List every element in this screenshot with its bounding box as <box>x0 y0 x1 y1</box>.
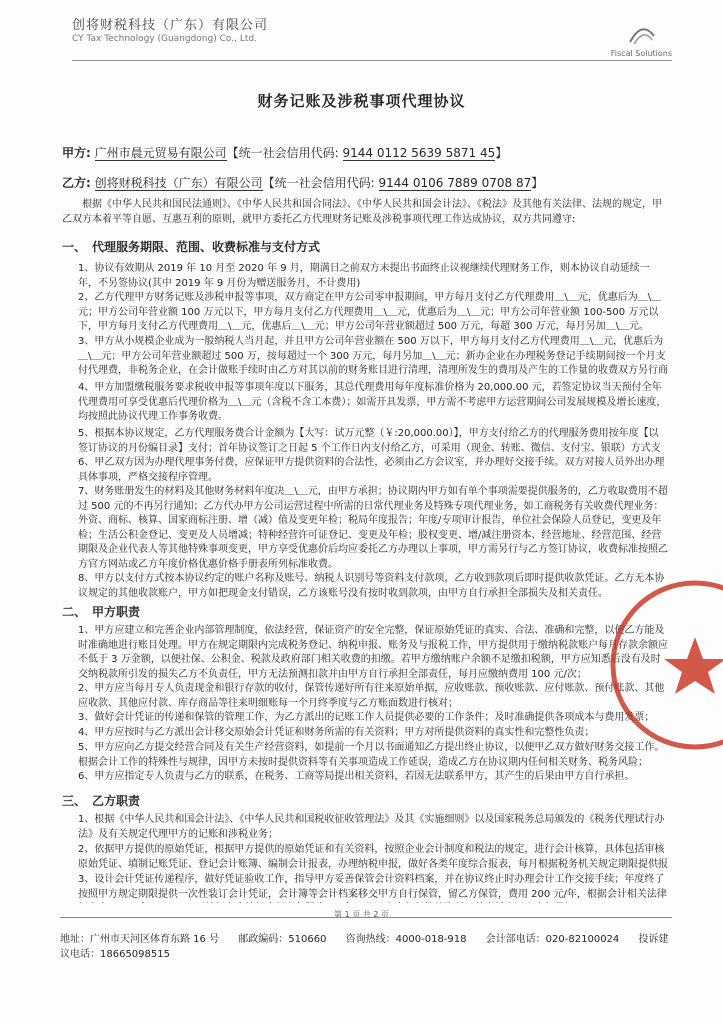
party-a-label: 甲方: <box>62 146 91 160</box>
section-1-item: 7、财务账册发生的材料及其他财务材料年度决＿\＿元，由甲方承担；协议期内甲方如有单个事项需要提供服务的，乙方收取费用不超过 500 元的不再另行通知；乙方代办甲方公司运营过程中所需的日常代理业务及特殊专项代理业务，如工商税务有关收费代理业务：外资、商标、核算、国家商标注册、增（减）值及变更年检；税局年度报告；年度/专项审计报告，单位社会保险人员登记，变更及年检；生活公积金登记、变更及人员增减；特种经营许可证登记、变更及年检；股权变更、增/减注册资本、经营地址、经营范围、经营期限及企业代表人等其他特殊事项变更，甲方享受优惠价后均应委托乙方办理以上事项，甲方需另行与乙方签订协议，收费标准按照乙方官方网站或乙方年度价格优惠价格手册表所列标准收费。 <box>78 486 668 570</box>
section-2-item: 4、甲方应按时与乙方派出会计移交原始会计凭证和财务所需的有关资料；甲方对所提供资料的真实性和完整性负责； <box>78 727 595 738</box>
letterhead <box>72 14 672 61</box>
party-a-close: 】 <box>495 146 508 160</box>
company-seal-icon <box>605 575 723 755</box>
party-a-name: 广州市晨元贸易有限公司 <box>94 146 227 160</box>
document-title: 财务记账及涉税事项代理协议 <box>257 92 466 110</box>
footer-divider <box>60 917 672 918</box>
section-1-heading: 一、 代理服务期限、范围、收费标准与支付方式 <box>62 240 321 254</box>
section-1-item: 2、乙方代理甲方财务记账及涉税申报等事项，双方商定在甲方公司零申报期间，甲方每月支付乙方代理费用＿\＿元，优惠后为＿\＿元；甲方公司年营业额 100 万元以下，甲方每月支付乙方代理费用＿\＿元，优惠后为＿\＿元；甲方公司年营业额 100-500 万元以下，甲方每月支付乙方代理费用＿\＿元，优惠后＿\＿元；甲方公司年营业额超过 500 万元，每超 300 万元，每月另加＿\＿元。 <box>78 292 662 332</box>
party-b-credit-label: 【统一社会信用代码: <box>262 176 375 190</box>
footer-hotline: 咨询热线：4000-018-918 <box>345 934 467 945</box>
party-b-name: 创将财税科技（广东）有限公司 <box>94 176 263 190</box>
section-2-item: 6、甲方应指定专人负责与乙方的联系，在税务、工商等局提出相关资料，若因无法联系甲方，其产生的后果由甲方自行承担。 <box>78 771 635 782</box>
section-1-item: 8、甲方以支付方式按本协议约定的账户名称及账号、纳税人识别号等资料支付款项，乙方收到款项后即时提供收款凭证。乙方无本协议规定的其他收款账户，甲方如把现金支付错误，乙方该账号没有按时收到款项，由甲方自行承担全部损失及相关责任。 <box>78 573 665 599</box>
party-a-credit-code: 9144 0112 5639 5871 45 <box>342 146 496 160</box>
party-b-credit-code: 9144 0106 7889 0708 87 <box>378 176 532 190</box>
section-3-item: 2、依据甲方提供的原始凭证，根据甲方提供的原始凭证和有关资料，按照企业会计制度和税法的规定，进行会计核算，具体包括审核原始凭证、填制记账凭证、登记会计账簿、编制会计报表，办理纳税申报，做好各类年度综合报表，每月根据税务机关规定期限提供报 <box>78 844 668 870</box>
footer-address: 地址：广州市天河区体育东路 16 号 <box>60 934 220 945</box>
party-b-close: 】 <box>531 176 544 190</box>
section-2-heading: 二、 甲方职责 <box>62 605 141 619</box>
footer-complaint: 投诉建议电话：18665098515 <box>60 934 669 960</box>
section-2-item: 5、甲方应向乙方提交经营合同及有关生产经营资料，如提前一个月以书面通知乙方提出终止协议，以便甲乙双方做好财务交接工作。根据会计工作的特殊性与规律，因甲方未按时提供资料等有关事项造成工作延误，造成乙方在协议期内任何相关财务、税务风险； <box>78 742 665 768</box>
section-2-item: 1、甲方应建立和完善企业内部管理制度，依法经营，保证资产的安全完整，保证原始凭证的真实、合法、准确和完整，以便乙方能及时准确地进行账目处理。甲方在规定期限内完成税务登记、纳税申报、账务及与报税工作，甲方提供用于缴纳税款账户每月存款余额应不低于 3 万金额，以便社保、公积金、税款及政府部门相关收费的扣缴。若甲方缴纳账户余额不足缴扣税额，甲方应知悉后没有及时交纳税款所引发的损失乙方不负责任，甲方无法预测扣款并由甲方自行承担全部责任，每月应缴纳费用 100 元/次； <box>78 625 668 680</box>
section-3-heading: 三、 乙方职责 <box>62 794 141 808</box>
section-1-item: 4、甲方加盟缴税服务要求税收申报等事项年度以下服务，其总代理费用每年度标准价格为 20,000.00 元，若签定协议当天预付全年代理费用可享受优惠后代理价格为＿\＿元（含税不含工本费）；如需开具发票，甲方需不考虑甲方运营期间公司发展规模及增长速度，均按照此协议代理工作事务收费。 <box>78 382 667 422</box>
party-a-line <box>62 144 507 161</box>
party-b-line <box>62 174 543 191</box>
section-2-item: 3、做好会计凭证的传递和保管的管理工作，为乙方派出的记账工作人员提供必要的工作条件；及时准确提供各项成本与费用发票； <box>78 712 655 723</box>
footer <box>60 930 672 960</box>
section-1-item: 6、甲乙双方因为办理代理事务付费，应保证甲方提供资料的合法性，必须由乙方会议室，并办理好交接手续。双方对接人员外出办理具体事项，严格交接程序管理。 <box>78 457 665 483</box>
party-a-credit-label: 【统一社会信用代码: <box>226 146 339 160</box>
section-3-item: 1、根据《中华人民共和国会计法》、《中华人民共和国税收征收管理法》及其《实施细则》以及国家税务总局颁发的《税务代理试行办法》及有关规定代理甲方的记账和涉税业务； <box>78 814 665 840</box>
footer-postcode: 邮政编码：510660 <box>238 934 327 945</box>
intro-paragraph: 根据《中华人民共和国民法通则》、《中华人民共和国合同法》、《中华人民共和国会计法》、《税法》及其他有关法律、法规的规定，甲乙双方本着平等自愿、互惠互利的原则，就甲方委托乙方代理财务记账及涉税事项代理工作达成协议，双方共同遵守: <box>62 199 662 225</box>
footer-accounting-phone: 会计部电话：020-82100024 <box>485 934 620 945</box>
section-1-item: 1、协议有效期从 2019 年 10 月至 2020 年 9 月，期满日之前双方未提出书面终止议视继续代理财务工作，则本协议自动延续一年，不另签协议(其中 2019 年 9 月份为赠送服务月，不计费用) <box>78 263 650 289</box>
company-name-en: CY Tax Technology (Guangdong) Co., Ltd. <box>72 34 257 44</box>
section-1-item: 3、甲方从小规模企业成为一般纳税人当月起，并且甲方公司年营业额在 500 万以下，甲方每月支付乙方代理费用＿\＿元，优惠后为＿\＿元；甲方公司年营业额超过 500 万，按每超过一个 300 万元，每月另加＿\＿元；新办企业在办理税务登记手续期间按一个月支付代理费，非税务企业，在会计做账手续时由乙方对其以前的财务账目进行清理，清理所发生的费用及产生的工作量的收费双方另行商 <box>78 336 668 376</box>
section-2-item: 2、甲方应当每月专人负责现金和银行存款的收付，保管传递好所有往来原始单据，应收账款、预收账款、应付账款、预付账款、其他应收款、其他应付款、库存商品等往来明细账每一个月终季度与乙方账面数进行核对； <box>78 683 665 709</box>
page-number: 第 1 页 共 2 页 <box>334 910 389 919</box>
section-3-item: 3、设计会计凭证传递程序，做好凭证验收工作，指导甲方妥善保管会计资料档案，并在协议终止时办理会计工作交接手续；年度终了按照甲方规定期限提供一次性装订会计凭证，会计簿等会计档案移交甲方自行保管，留乙方保管，费用 200 元/年，根据会计相关法律 <box>78 874 667 900</box>
party-b-label: 乙方: <box>62 176 91 190</box>
section-1-item: 5、根据本协议规定，乙方代理服务费合计金额为【大写：试万元整（￥:20,000.00）】，甲方支付给乙方的代理服务费用按年度【以签订协议的月份编目录】支付；首年协议签订之日起 5 个工作日内支付给乙方，可采用（现金、转账、微信、支付宝、银联）方式支 <box>78 428 661 454</box>
logo-caption: Fiscal Solutions <box>610 49 672 58</box>
company-name-cn: 创将财税科技（广东）有限公司 <box>72 18 269 33</box>
